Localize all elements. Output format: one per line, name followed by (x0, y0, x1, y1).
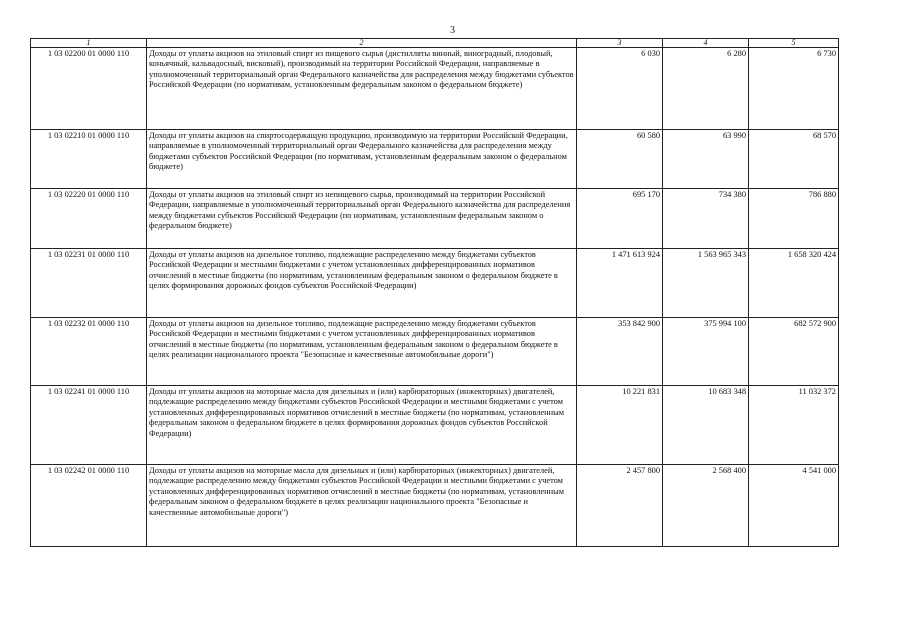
column-header-year-1: 3 (577, 39, 663, 48)
revenue-name: Доходы от уплаты акцизов на этиловый спирт из пищевого сырья (дистилляты винный, виноградный, плодовый, коньячный, кальвадосный, висковый), производимый на территории Российской Федерации, направляемые в уполномоченный территориальный орган Федерального казначейства для распределения между бюджетами субъектов Российской Федерации (по нормативам, установленным федеральным законом о федеральном бюджете) (147, 48, 577, 130)
amount-year-1: 2 457 800 (577, 465, 663, 547)
amount-year-1: 10 221 831 (577, 386, 663, 465)
column-header-code: 1 (31, 39, 147, 48)
amount-year-2: 63 990 (663, 130, 749, 189)
column-header-name: 2 (147, 39, 577, 48)
amount-year-2: 10 683 348 (663, 386, 749, 465)
amount-year-2: 6 280 (663, 48, 749, 130)
revenue-code: 1 03 02220 01 0000 110 (31, 189, 147, 249)
amount-year-2: 2 568 400 (663, 465, 749, 547)
amount-year-1: 695 170 (577, 189, 663, 249)
table-row (31, 249, 839, 318)
revenue-name: Доходы от уплаты акцизов на моторные масла для дизельных и (или) карбюраторных (инжекторных) двигателей, подлежащие распределению между бюджетами субъектов Российской Федерации и местными бюджетами с учетом установленных дифференцированных нормативов отчислений в местные бюджеты (по нормативам, установленным федеральным законом о федеральном бюджете в целях формирования дорожных фондов субъектов Российской Федерации) (147, 386, 577, 465)
amount-year-1: 353 842 900 (577, 318, 663, 386)
amount-year-1: 1 471 613 924 (577, 249, 663, 318)
amount-year-3: 11 032 372 (749, 386, 839, 465)
page-number: 3 (450, 25, 455, 36)
budget-revenue-table (30, 38, 839, 547)
amount-year-1: 60 580 (577, 130, 663, 189)
column-header-year-2: 4 (663, 39, 749, 48)
revenue-name: Доходы от уплаты акцизов на этиловый спирт из непищевого сырья, производимый на территории Российской Федерации, направляемые в уполномоченный территориальный орган Федерального казначейства для распределения между бюджетами субъектов Российской Федерации (по нормативам, установленным федеральным законом о федеральном бюджете) (147, 189, 577, 249)
table-row (31, 189, 839, 249)
revenue-name: Доходы от уплаты акцизов на дизельное топливо, подлежащие распределению между бюджетами субъектов Российской Федерации и местными бюджетами с учетом установленных дифференцированных нормативов отчислений в местные бюджеты (по нормативам, установленным федеральным законом о федеральном бюджете в целях реализации национального проекта "Безопасные и качественные автомобильные дороги") (147, 318, 577, 386)
revenue-name: Доходы от уплаты акцизов на дизельное топливо, подлежащие распределению между бюджетами субъектов Российской Федерации и местными бюджетами с учетом установленных дифференцированных нормативов отчислений в местные бюджеты (по нормативам, установленным федеральным законом о федеральном бюджете в целях формирования дорожных фондов субъектов Российской Федерации) (147, 249, 577, 318)
revenue-code: 1 03 02241 01 0000 110 (31, 386, 147, 465)
column-header-year-3: 5 (749, 39, 839, 48)
amount-year-1: 6 030 (577, 48, 663, 130)
revenue-code: 1 03 02232 01 0000 110 (31, 318, 147, 386)
table-row (31, 48, 839, 130)
amount-year-2: 375 994 100 (663, 318, 749, 386)
amount-year-3: 786 880 (749, 189, 839, 249)
table-row (31, 386, 839, 465)
amount-year-3: 6 730 (749, 48, 839, 130)
revenue-code: 1 03 02242 01 0000 110 (31, 465, 147, 547)
amount-year-3: 682 572 900 (749, 318, 839, 386)
table-row (31, 130, 839, 189)
revenue-name: Доходы от уплаты акцизов на моторные масла для дизельных и (или) карбюраторных (инжекторных) двигателей, подлежащие распределению между бюджетами субъектов Российской Федерации и местными бюджетами с учетом установленных дифференцированных нормативов отчислений в местные бюджеты (по нормативам, установленным федеральным законом о федеральном бюджете в целях реализации национального проекта "Безопасные и качественные автомобильные дороги") (147, 465, 577, 547)
revenue-name: Доходы от уплаты акцизов на спиртосодержащую продукцию, производимую на территории Российской Федерации, направляемые в уполномоченный территориальный орган Федерального казначейства для распределения между бюджетами субъектов Российской Федерации (по нормативам, установленным федеральным законом о федеральном бюджете) (147, 130, 577, 189)
amount-year-2: 1 563 965 343 (663, 249, 749, 318)
amount-year-3: 4 541 000 (749, 465, 839, 547)
table-row (31, 318, 839, 386)
table-row (31, 465, 839, 547)
revenue-code: 1 03 02200 01 0000 110 (31, 48, 147, 130)
revenue-code: 1 03 02210 01 0000 110 (31, 130, 147, 189)
table-header-row (31, 39, 839, 48)
amount-year-3: 1 658 320 424 (749, 249, 839, 318)
amount-year-3: 68 570 (749, 130, 839, 189)
revenue-code: 1 03 02231 01 0000 110 (31, 249, 147, 318)
amount-year-2: 734 380 (663, 189, 749, 249)
